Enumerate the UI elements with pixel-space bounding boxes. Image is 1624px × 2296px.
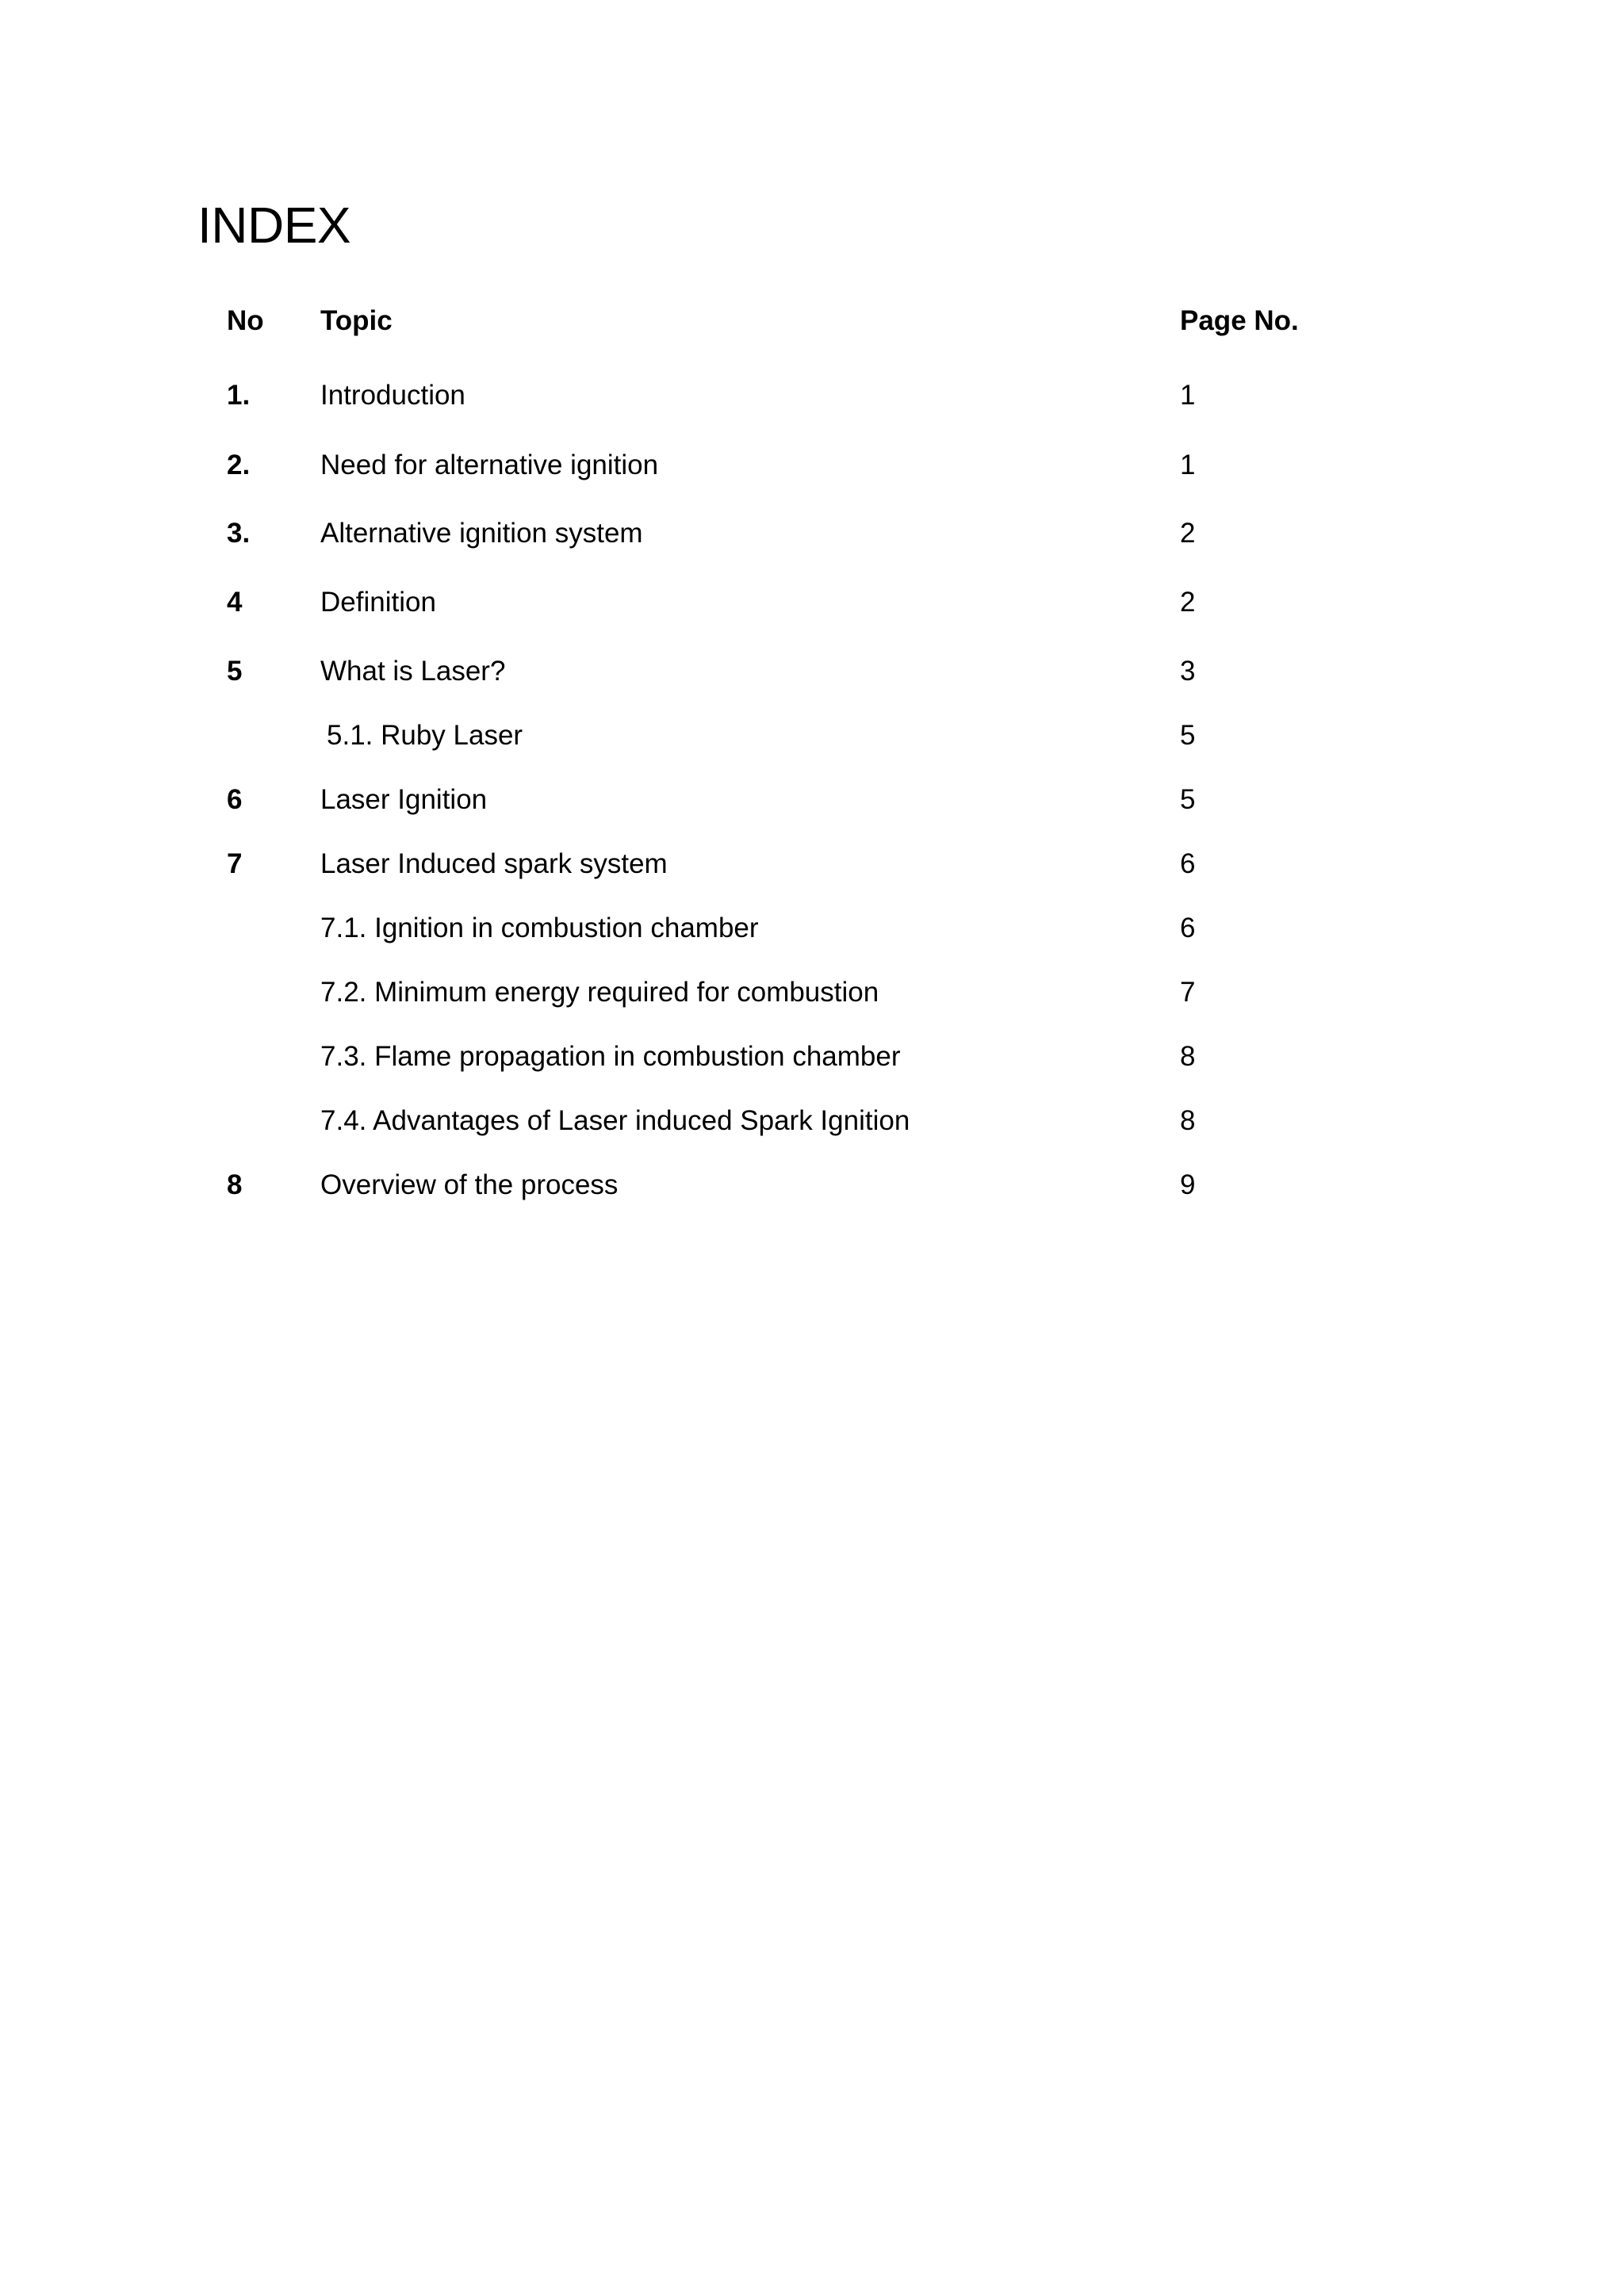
index-row (0, 1165, 1624, 1205)
index-row-topic: 5.1. Ruby Laser (327, 720, 523, 751)
index-row (0, 909, 1624, 948)
index-row-topic: Need for alternative ignition (320, 450, 659, 480)
page-title: INDEX (197, 197, 351, 254)
index-row-number: 5 (227, 656, 243, 687)
index-row (0, 446, 1624, 485)
index-row-page: 8 (1180, 1041, 1196, 1072)
index-row-topic: What is Laser? (320, 656, 506, 687)
index-row (0, 973, 1624, 1012)
index-row-page: 2 (1180, 587, 1196, 618)
index-row-topic: 7.3. Flame propagation in combustion chamber (320, 1041, 901, 1072)
index-row-page: 7 (1180, 977, 1196, 1008)
index-row-number: 7 (227, 848, 243, 879)
column-header-topic: Topic (320, 305, 393, 336)
index-row-topic: Laser Ignition (320, 784, 488, 815)
index-row-page: 2 (1180, 518, 1196, 549)
index-row (0, 583, 1624, 622)
index-row-number: 6 (227, 784, 243, 815)
index-row (0, 652, 1624, 691)
index-row-number: 8 (227, 1169, 243, 1200)
index-row (0, 376, 1624, 415)
index-row (0, 780, 1624, 820)
index-row (0, 844, 1624, 884)
index-row (0, 716, 1624, 756)
index-row-topic: Laser Induced spark system (320, 848, 668, 879)
index-row-topic: Introduction (320, 380, 465, 411)
index-row-page: 6 (1180, 913, 1196, 943)
index-row-topic: 7.2. Minimum energy required for combustion (320, 977, 879, 1008)
index-row-number: 3. (227, 518, 251, 549)
index-row (0, 1101, 1624, 1141)
index-row (0, 1037, 1624, 1077)
index-row-page: 6 (1180, 848, 1196, 879)
index-row-number: 4 (227, 587, 243, 618)
index-row-page: 3 (1180, 656, 1196, 687)
index-row-topic: Alternative ignition system (320, 518, 643, 549)
index-row (0, 514, 1624, 553)
index-row-number: 1. (227, 380, 251, 411)
index-row-page: 5 (1180, 784, 1196, 815)
index-row-page: 9 (1180, 1169, 1196, 1200)
index-row-topic: Definition (320, 587, 436, 618)
index-row-page: 1 (1180, 380, 1196, 411)
index-row-number: 2. (227, 450, 251, 480)
index-row-page: 5 (1180, 720, 1196, 751)
index-row-topic: Overview of the process (320, 1169, 619, 1200)
index-row-page: 1 (1180, 450, 1196, 480)
index-row-topic: 7.1. Ignition in combustion chamber (320, 913, 759, 943)
index-row-topic: 7.4. Advantages of Laser induced Spark Ignition (320, 1105, 910, 1136)
index-row-page: 8 (1180, 1105, 1196, 1136)
column-header-page-no: Page No. (1180, 305, 1299, 336)
column-header-no: No (227, 305, 264, 336)
